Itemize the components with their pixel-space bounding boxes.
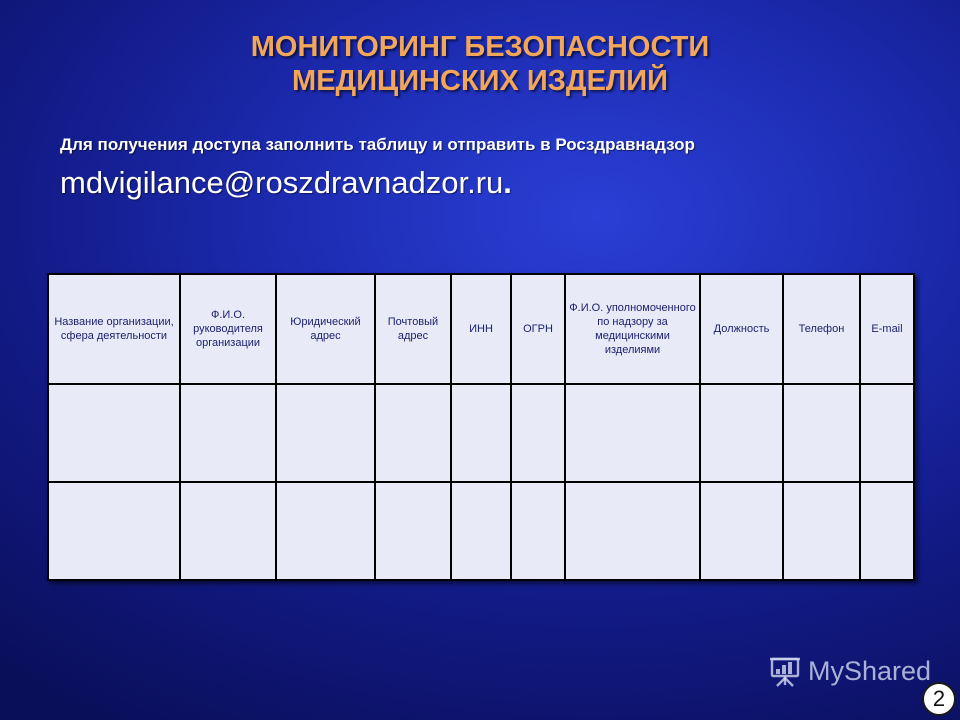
header-phone: Телефон xyxy=(783,274,860,384)
table-cell[interactable] xyxy=(783,384,860,482)
table-cell[interactable] xyxy=(700,482,783,580)
slide-title xyxy=(0,30,960,98)
table-cell[interactable] xyxy=(451,482,511,580)
header-legal-address: Юридический адрес xyxy=(276,274,375,384)
table-cell[interactable] xyxy=(375,482,451,580)
page-number-badge: 2 xyxy=(922,682,956,716)
table-cell[interactable] xyxy=(511,384,565,482)
table-cell[interactable] xyxy=(511,482,565,580)
watermark-text: MyShared xyxy=(808,655,932,686)
table-cell[interactable] xyxy=(860,482,914,580)
table-cell[interactable] xyxy=(783,482,860,580)
table-cell[interactable] xyxy=(860,384,914,482)
table-cell[interactable] xyxy=(48,482,180,580)
table-cell[interactable] xyxy=(276,482,375,580)
header-organization: Название организации, сфера деятельности xyxy=(48,274,180,384)
instruction-text: Для получения доступа заполнить таблицу и отправить в Росздравнадзор xyxy=(60,135,695,154)
header-ogrn: ОГРН xyxy=(511,274,565,384)
header-position: Должность xyxy=(700,274,783,384)
table-cell[interactable] xyxy=(565,384,700,482)
header-email: E-mail xyxy=(860,274,914,384)
table-cell[interactable] xyxy=(451,384,511,482)
table-cell[interactable] xyxy=(48,384,180,482)
table-cell[interactable] xyxy=(565,482,700,580)
header-director-name: Ф.И.О. руководителя организации xyxy=(180,274,276,384)
slide-title-line-1: МОНИТОРИНГ БЕЗОПАСНОСТИ xyxy=(250,31,710,63)
header-postal-address: Почтовый адрес xyxy=(375,274,451,384)
header-inn: ИНН xyxy=(451,274,511,384)
header-authorized-person: Ф.И.О. уполномоченного по надзору за медицинскими изделиями xyxy=(565,274,700,384)
table-row xyxy=(48,482,914,580)
table-cell[interactable] xyxy=(700,384,783,482)
myshared-watermark xyxy=(768,654,931,688)
table-cell[interactable] xyxy=(375,384,451,482)
registration-table xyxy=(47,273,915,581)
table-cell[interactable] xyxy=(180,384,276,482)
table-row xyxy=(48,384,914,482)
projector-screen-icon xyxy=(768,654,802,688)
email-address xyxy=(60,163,512,203)
slide-title-line-2: МЕДИЦИНСКИХ ИЗДЕЛИЙ xyxy=(292,65,668,97)
table-cell[interactable] xyxy=(180,482,276,580)
table-cell[interactable] xyxy=(276,384,375,482)
email-link[interactable]: mdvigilance@roszdravnadzor.ru xyxy=(60,165,504,200)
email-period: . xyxy=(503,165,512,200)
table-header-row xyxy=(48,274,914,384)
